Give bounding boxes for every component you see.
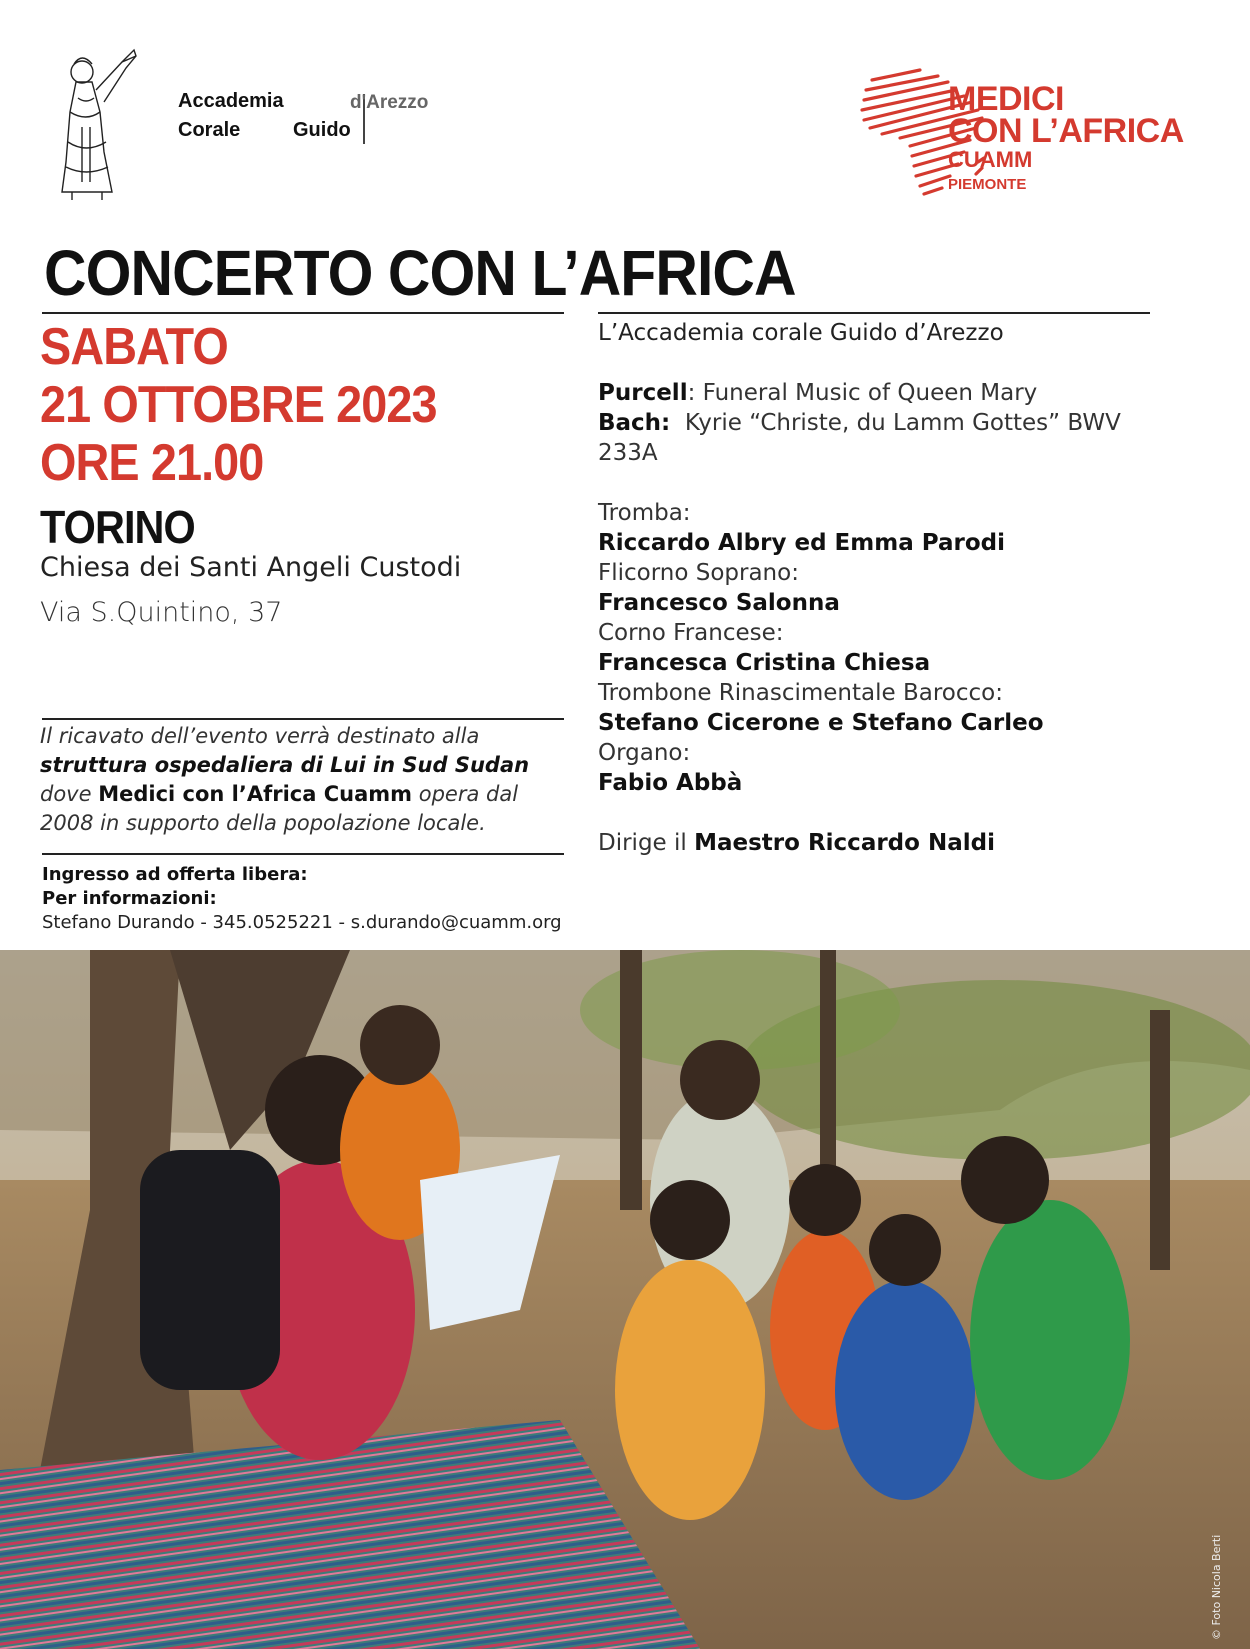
accademia-logo-guido: Guido: [293, 119, 351, 141]
role-label: Organo:: [598, 740, 691, 766]
program-purcell: [598, 378, 1153, 408]
event-time: ORE 21.00: [40, 434, 264, 492]
divider-left-middle: [42, 718, 564, 720]
event-address: Via S.Quintino, 37: [40, 597, 283, 628]
program-director: [598, 828, 1153, 858]
accademia-logo-arezzo: d'Arezzo: [350, 92, 429, 113]
accademia-logo-line1: Accademia: [178, 90, 284, 112]
charity-note-part1: Il ricavato dell’evento verrà destinato alla: [40, 724, 480, 748]
role-label: Trombone Rinascimentale Barocco:: [598, 680, 1003, 706]
event-date: 21 OTTOBRE 2023: [40, 376, 437, 434]
program-block: [598, 318, 1153, 858]
divider-right-top: [598, 312, 1150, 314]
performer-name: Stefano Cicerone e Stefano Carleo: [598, 710, 1044, 736]
event-day: SABATO: [40, 318, 228, 376]
event-venue: Chiesa dei Santi Angeli Custodi: [40, 552, 462, 583]
program-bach: [598, 408, 1153, 438]
mca-logo-line2: CON L’AFRICA: [948, 112, 1184, 150]
performer-name: Riccardo Albry ed Emma Parodi: [598, 530, 1005, 556]
info-more: Per informazioni:: [42, 888, 217, 909]
charity-note-hospital: struttura ospedaliera di Lui in Sud Sudan: [40, 753, 530, 777]
divider-left-top: [42, 312, 564, 314]
charity-note-org: Medici con l’Africa Cuamm: [98, 782, 413, 806]
role-label: Corno Francese:: [598, 620, 784, 646]
program-purcell-work: : Funeral Music of Queen Mary: [687, 380, 1038, 406]
program-bach-work-2: 233A: [598, 440, 658, 466]
cover-photo: [0, 950, 1250, 1649]
info-entry: Ingresso ad offerta libera:: [42, 864, 308, 885]
charity-note-part5: opera dal 2008 in supporto della popolazione locale.: [40, 782, 519, 835]
charity-note: [40, 722, 560, 838]
info-block: [42, 863, 562, 935]
mca-logo-line3: CUAMM: [948, 147, 1033, 172]
guido-figure-logo: [52, 42, 138, 204]
role-label: Tromba:: [598, 500, 691, 526]
performer-name: Francesca Cristina Chiesa: [598, 650, 931, 676]
mca-logo-line1: MEDICI: [948, 80, 1064, 118]
accademia-logo-line2: Corale: [178, 119, 241, 141]
divider-left-bottom: [42, 853, 564, 855]
performer-name: Francesco Salonna: [598, 590, 840, 616]
event-city: TORINO: [40, 501, 195, 553]
page-title: CONCERTO CON L’AFRICA: [44, 237, 796, 309]
mca-logo-line4: PIEMONTE: [948, 176, 1027, 193]
program-bach-label: Bach:: [598, 410, 671, 436]
performer-name: Fabio Abbà: [598, 770, 743, 796]
program-purcell-label: Purcell: [598, 380, 688, 406]
director-name: Maestro Riccardo Naldi: [694, 830, 995, 856]
info-contact: Stefano Durando - 345.0525221 - s.durando@cuamm.org: [42, 912, 562, 933]
role-label: Flicorno Soprano:: [598, 560, 799, 586]
photo-credit: © Foto Nicola Berti: [1210, 1534, 1223, 1640]
director-prefix: Dirige il: [598, 830, 687, 856]
charity-note-part3: dove: [40, 782, 92, 806]
program-bach-work-1: Kyrie “Christe, du Lamm Gottes” BWV: [684, 410, 1121, 436]
program-choir: L’Accademia corale Guido d’Arezzo: [598, 320, 1004, 346]
